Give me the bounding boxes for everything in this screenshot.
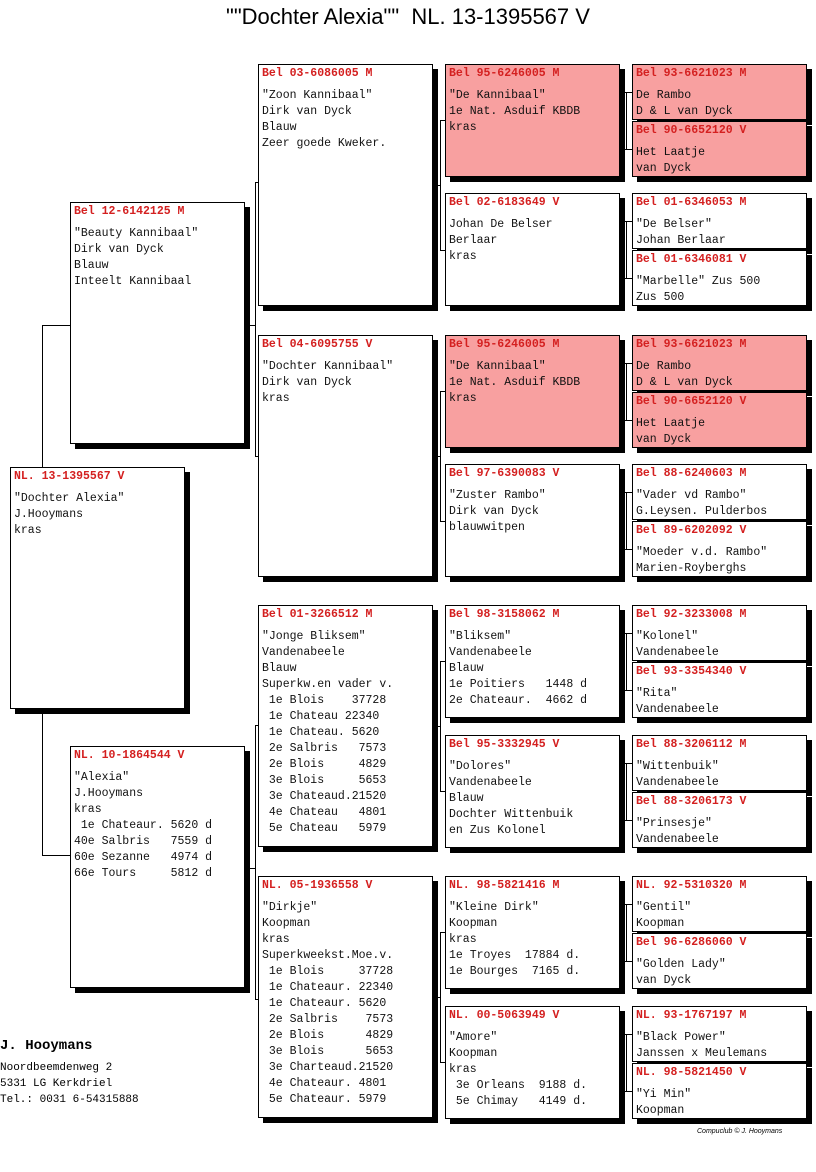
pigeon-info-line: "Dirkje" bbox=[262, 901, 318, 914]
pigeon-info-line: J.Hooymans bbox=[74, 787, 144, 800]
pigeon-info-line: Superkweekst.Moe.v. bbox=[262, 949, 394, 962]
pigeon-info-line: Blauw bbox=[262, 662, 297, 675]
pedigree-card-gen4-6[interactable] bbox=[632, 392, 807, 448]
connector-line bbox=[626, 363, 627, 420]
pigeon-info-line: 3e Charteaud.21520 bbox=[262, 1061, 394, 1074]
connector-line bbox=[440, 661, 441, 791]
owner-block bbox=[0, 1036, 139, 1108]
pigeon-info-line: Marien-Royberghs bbox=[636, 562, 747, 575]
connector-line bbox=[626, 492, 627, 549]
pigeon-info-line: Dirk van Dyck bbox=[262, 105, 352, 118]
ring-number: Bel 93-3354340 V bbox=[636, 665, 747, 678]
pedigree-card-dam[interactable] bbox=[70, 746, 245, 988]
ring-number: Bel 01-3266512 M bbox=[262, 608, 373, 621]
pigeon-info-line: "Beauty Kannibaal" bbox=[74, 227, 199, 240]
owner-name: J. Hooymans bbox=[0, 1038, 93, 1054]
ring-number: Bel 95-3332945 V bbox=[449, 738, 560, 751]
pigeon-info-line: 1e Poitiers 1448 d bbox=[449, 678, 588, 691]
pedigree-card-gen4-16[interactable] bbox=[632, 1063, 807, 1119]
pigeon-info-line: Dirk van Dyck bbox=[262, 376, 352, 389]
pigeon-info-line: Superkw.en vader v. bbox=[262, 678, 394, 691]
pigeon-info-line: Dirk van Dyck bbox=[449, 505, 539, 518]
ring-number: Bel 93-6621023 M bbox=[636, 338, 747, 351]
pedigree-card-gen4-10[interactable] bbox=[632, 662, 807, 718]
ring-number: Bel 97-6390083 V bbox=[449, 467, 560, 480]
pigeon-info-line: 2e Salbris 7573 bbox=[262, 1013, 394, 1026]
pigeon-info-line: 3e Chateaud.21520 bbox=[262, 790, 387, 803]
pigeon-info-line: "Dochter Alexia" bbox=[14, 492, 125, 505]
pedigree-card-gen3-6[interactable] bbox=[445, 735, 620, 848]
pigeon-info-line: Blauw bbox=[449, 662, 484, 675]
pigeon-info-line: Het Laatje bbox=[636, 417, 706, 430]
pigeon-info-line: 1e Nat. Asduif KBDB bbox=[449, 376, 581, 389]
pigeon-info-line: en Zus Kolonel bbox=[449, 824, 546, 837]
pigeon-info-line: "Black Power" bbox=[636, 1031, 726, 1044]
ring-number: Bel 89-6202092 V bbox=[636, 524, 747, 537]
connector-line bbox=[42, 325, 43, 468]
connector-line bbox=[620, 549, 632, 550]
pigeon-info-line: Koopman bbox=[262, 917, 311, 930]
pigeon-info-line: De Rambo bbox=[636, 89, 692, 102]
pedigree-card-gen4-7[interactable] bbox=[632, 464, 807, 520]
ring-number: NL. 93-1767197 M bbox=[636, 1009, 747, 1022]
pigeon-info-line: Blauw bbox=[262, 121, 297, 134]
pigeon-info-line: "Kolonel" bbox=[636, 630, 699, 643]
pigeon-info-line: 4e Chateaur. 4801 bbox=[262, 1077, 387, 1090]
pigeon-info-line: Vandenabeele bbox=[636, 703, 719, 716]
pigeon-info-line: Vandenabeele bbox=[449, 646, 532, 659]
ring-number: Bel 12-6142125 M bbox=[74, 205, 185, 218]
pigeon-info-line: 1e Chateau. 5620 bbox=[262, 726, 380, 739]
pigeon-info-line: van Dyck bbox=[636, 162, 692, 175]
pedigree-card-subject[interactable] bbox=[10, 467, 185, 709]
pigeon-info-line: "Bliksem" bbox=[449, 630, 512, 643]
pedigree-card-gen4-15[interactable] bbox=[632, 1006, 807, 1062]
owner-city: 5331 LG Kerkdriel bbox=[0, 1078, 113, 1090]
connector-line bbox=[42, 855, 70, 856]
pigeon-info-line: "Zuster Rambo" bbox=[449, 489, 546, 502]
pedigree-card-gen4-3[interactable] bbox=[632, 193, 807, 249]
ring-number: NL. 10-1864544 V bbox=[74, 749, 185, 762]
ring-number: Bel 88-3206112 M bbox=[636, 738, 747, 751]
pigeon-info-line: 5e Chimay 4149 d. bbox=[449, 1095, 588, 1108]
pedigree-card-gen4-12[interactable] bbox=[632, 792, 807, 848]
pigeon-info-line: "De Kannibaal" bbox=[449, 89, 546, 102]
connector-line bbox=[620, 690, 632, 691]
pigeon-info-line: kras bbox=[262, 392, 290, 405]
pigeon-info-line: Vandenabeele bbox=[636, 776, 719, 789]
connector-line bbox=[245, 325, 255, 326]
ring-number: Bel 88-3206173 V bbox=[636, 795, 747, 808]
pigeon-info-line: "Kleine Dirk" bbox=[449, 901, 539, 914]
pigeon-info-line: "Dochter Kannibaal" bbox=[262, 360, 394, 373]
pigeon-info-line: Johan De Belser bbox=[449, 218, 553, 231]
pedigree-card-gen4-9[interactable] bbox=[632, 605, 807, 661]
pigeon-info-line: 5e Chateaur. 5979 bbox=[262, 1093, 387, 1106]
ring-number: NL. 00-5063949 V bbox=[449, 1009, 560, 1022]
pigeon-info-line: "Zoon Kannibaal" bbox=[262, 89, 373, 102]
pigeon-info-line: van Dyck bbox=[636, 974, 692, 987]
connector-line bbox=[626, 763, 627, 820]
pigeon-info-line: Blauw bbox=[449, 792, 484, 805]
pigeon-info-line: van Dyck bbox=[636, 433, 692, 446]
pigeon-info-line: "Wittenbuik" bbox=[636, 760, 719, 773]
ring-number: NL. 13-1395567 V bbox=[14, 470, 125, 483]
pigeon-info-line: kras bbox=[449, 933, 477, 946]
connector-line bbox=[620, 961, 632, 962]
pigeon-info-line: kras bbox=[262, 933, 290, 946]
pigeon-info-line: 1e Chateaur. 22340 bbox=[262, 981, 394, 994]
pigeon-info-line: Vandenabeele bbox=[636, 833, 719, 846]
connector-line bbox=[42, 325, 70, 326]
pedigree-card-gen3-1[interactable] bbox=[445, 64, 620, 177]
pigeon-info-line: Blauw bbox=[74, 259, 109, 272]
ring-number: Bel 96-6286060 V bbox=[636, 936, 747, 949]
connector-line bbox=[620, 149, 632, 150]
pigeon-info-line: "Golden Lady" bbox=[636, 958, 726, 971]
pigeon-info-line: 1e Chateau 22340 bbox=[262, 710, 380, 723]
connector-line bbox=[255, 725, 256, 999]
pigeon-info-line: 2e Blois 4829 bbox=[262, 1029, 394, 1042]
pigeon-info-line: 60e Sezanne 4974 d bbox=[74, 851, 213, 864]
pedigree-card-sire-dam[interactable] bbox=[258, 335, 433, 577]
ring-number: Bel 03-6086005 M bbox=[262, 67, 373, 80]
pigeon-info-line: Johan Berlaar bbox=[636, 234, 726, 247]
pedigree-card-gen4-8[interactable] bbox=[632, 521, 807, 577]
pigeon-info-line: kras bbox=[449, 250, 477, 263]
pedigree-card-gen4-5[interactable] bbox=[632, 335, 807, 391]
pigeon-info-line: "Moeder v.d. Rambo" bbox=[636, 546, 768, 559]
pigeon-info-line: Koopman bbox=[449, 917, 498, 930]
pigeon-info-line: "Marbelle" Zus 500 bbox=[636, 275, 761, 288]
connector-line bbox=[440, 932, 441, 1062]
connector-line bbox=[440, 391, 441, 521]
pigeon-info-line: 2e Blois 4829 bbox=[262, 758, 387, 771]
pigeon-info-line: De Rambo bbox=[636, 360, 692, 373]
connector-line bbox=[620, 820, 632, 821]
pedigree-card-gen4-14[interactable] bbox=[632, 933, 807, 989]
pigeon-info-line: 5e Chateau 5979 bbox=[262, 822, 387, 835]
pigeon-info-line: Dirk van Dyck bbox=[74, 243, 164, 256]
connector-line bbox=[626, 904, 627, 961]
pigeon-info-line: Janssen x Meulemans bbox=[636, 1047, 768, 1060]
connector-line bbox=[626, 221, 627, 278]
pigeon-info-line: 1e Blois 37728 bbox=[262, 694, 387, 707]
ring-number: NL. 98-5821416 M bbox=[449, 879, 560, 892]
connector-line bbox=[626, 633, 627, 690]
ring-number: NL. 05-1936558 V bbox=[262, 879, 373, 892]
pigeon-info-line: Het Laatje bbox=[636, 146, 706, 159]
ring-number: Bel 92-3233008 M bbox=[636, 608, 747, 621]
pedigree-card-gen4-11[interactable] bbox=[632, 735, 807, 791]
pigeon-info-line: D & L van Dyck bbox=[636, 376, 733, 389]
pigeon-info-line: 1e Blois 37728 bbox=[262, 965, 394, 978]
pedigree-card-gen3-5[interactable] bbox=[445, 605, 620, 718]
ring-number: Bel 95-6246005 M bbox=[449, 338, 560, 351]
ring-number: Bel 98-3158062 M bbox=[449, 608, 560, 621]
connector-line bbox=[433, 997, 440, 998]
ring-number: Bel 95-6246005 M bbox=[449, 67, 560, 80]
pigeon-info-line: "Prinsesje" bbox=[636, 817, 712, 830]
pigeon-info-line: Zus 500 bbox=[636, 291, 685, 304]
pedigree-card-dam-dam[interactable] bbox=[258, 876, 433, 1118]
pigeon-info-line: blauwwitpen bbox=[449, 521, 525, 534]
ring-number: NL. 92-5310320 M bbox=[636, 879, 747, 892]
pedigree-card-gen4-1[interactable] bbox=[632, 64, 807, 120]
pedigree-card-gen3-2[interactable] bbox=[445, 193, 620, 306]
connector-line bbox=[433, 456, 440, 457]
pigeon-info-line: Zeer goede Kweker. bbox=[262, 137, 387, 150]
pigeon-info-line: "Gentil" bbox=[636, 901, 692, 914]
pigeon-info-line: "Yi Min" bbox=[636, 1088, 692, 1101]
pigeon-info-line: "De Kannibaal" bbox=[449, 360, 546, 373]
pigeon-info-line: Dochter Wittenbuik bbox=[449, 808, 574, 821]
pigeon-info-line: kras bbox=[449, 392, 477, 405]
pigeon-info-line: J.Hooymans bbox=[14, 508, 84, 521]
pigeon-info-line: 3e Orleans 9188 d. bbox=[449, 1079, 588, 1092]
pigeon-info-line: kras bbox=[74, 803, 102, 816]
pigeon-info-line: 1e Chateaur. 5620 bbox=[262, 997, 387, 1010]
credit-footer: Compuclub © J. Hooymans bbox=[697, 1128, 783, 1135]
ring-number: Bel 88-6240603 M bbox=[636, 467, 747, 480]
pigeon-info-line: 1e Troyes 17884 d. bbox=[449, 949, 581, 962]
pigeon-info-line: Vandenabeele bbox=[449, 776, 532, 789]
pedigree-card-gen4-4[interactable] bbox=[632, 250, 807, 306]
pigeon-info-line: Koopman bbox=[636, 1104, 685, 1117]
connector-line bbox=[620, 420, 632, 421]
pigeon-info-line: G.Leysen. Pulderbos bbox=[636, 505, 768, 518]
pigeon-info-line: 40e Salbris 7559 d bbox=[74, 835, 213, 848]
pigeon-info-line: 2e Salbris 7573 bbox=[262, 742, 387, 755]
pigeon-info-line: Inteelt Kannibaal bbox=[74, 275, 192, 288]
connector-line bbox=[433, 726, 440, 727]
ring-number: Bel 93-6621023 M bbox=[636, 67, 747, 80]
connector-line bbox=[42, 710, 43, 855]
pigeon-info-line: "Vader vd Rambo" bbox=[636, 489, 747, 502]
pigeon-info-line: Koopman bbox=[449, 1047, 498, 1060]
pedigree-card-sire-sire[interactable] bbox=[258, 64, 433, 306]
pedigree-card-sire[interactable] bbox=[70, 202, 245, 444]
ring-number: Bel 01-6346081 V bbox=[636, 253, 747, 266]
pigeon-info-line: 3e Blois 5653 bbox=[262, 1045, 394, 1058]
pigeon-info-line: "Rita" bbox=[636, 687, 678, 700]
connector-line bbox=[440, 120, 441, 250]
pigeon-info-line: 66e Tours 5812 d bbox=[74, 867, 213, 880]
connector-line bbox=[245, 868, 255, 869]
connector-line bbox=[626, 1034, 627, 1091]
owner-address: Noordbeemdenweg 2 bbox=[0, 1062, 113, 1074]
pigeon-info-line: 1e Chateaur. 5620 d bbox=[74, 819, 213, 832]
pigeon-info-line: Vandenabeele bbox=[636, 646, 719, 659]
ring-number: Bel 01-6346053 M bbox=[636, 196, 747, 209]
ring-number: Bel 90-6652120 V bbox=[636, 395, 747, 408]
pigeon-info-line: Koopman bbox=[636, 917, 685, 930]
pedigree-card-gen3-4[interactable] bbox=[445, 464, 620, 577]
pedigree-card-dam-sire[interactable] bbox=[258, 605, 433, 847]
pigeon-info-line: "Amore" bbox=[449, 1031, 498, 1044]
pigeon-info-line: kras bbox=[449, 121, 477, 134]
connector-line bbox=[620, 278, 632, 279]
ring-number: Bel 04-6095755 V bbox=[262, 338, 373, 351]
pigeon-info-line: 4e Chateau 4801 bbox=[262, 806, 387, 819]
pedigree-card-gen3-3[interactable] bbox=[445, 335, 620, 448]
connector-line bbox=[255, 182, 256, 456]
connector-line bbox=[433, 185, 440, 186]
pigeon-info-line: 1e Nat. Asduif KBDB bbox=[449, 105, 581, 118]
pigeon-info-line: D & L van Dyck bbox=[636, 105, 733, 118]
ring-number: NL. 98-5821450 V bbox=[636, 1066, 747, 1079]
page-title: ""Dochter Alexia"" NL. 13-1395567 V bbox=[226, 4, 590, 29]
pigeon-info-line: 2e Chateaur. 4662 d bbox=[449, 694, 588, 707]
connector-line bbox=[626, 92, 627, 149]
pigeon-info-line: "Dolores" bbox=[449, 760, 512, 773]
ring-number: Bel 90-6652120 V bbox=[636, 124, 747, 137]
pedigree-card-gen4-13[interactable] bbox=[632, 876, 807, 932]
pigeon-info-line: "Alexia" bbox=[74, 771, 130, 784]
ring-number: Bel 02-6183649 V bbox=[449, 196, 560, 209]
pedigree-card-gen4-2[interactable] bbox=[632, 121, 807, 177]
owner-phone: Tel.: 0031 6-54315888 bbox=[0, 1094, 139, 1106]
pigeon-info-line: "Jonge Bliksem" bbox=[262, 630, 366, 643]
pigeon-info-line: Berlaar bbox=[449, 234, 498, 247]
pigeon-info-line: 3e Blois 5653 bbox=[262, 774, 387, 787]
pedigree-card-gen3-8[interactable] bbox=[445, 1006, 620, 1119]
pigeon-info-line: kras bbox=[14, 524, 42, 537]
pedigree-card-gen3-7[interactable] bbox=[445, 876, 620, 989]
pigeon-info-line: 1e Bourges 7165 d. bbox=[449, 965, 581, 978]
connector-line bbox=[620, 1091, 632, 1092]
pigeon-info-line: kras bbox=[449, 1063, 477, 1076]
pigeon-info-line: Vandenabeele bbox=[262, 646, 345, 659]
pigeon-info-line: "De Belser" bbox=[636, 218, 712, 231]
